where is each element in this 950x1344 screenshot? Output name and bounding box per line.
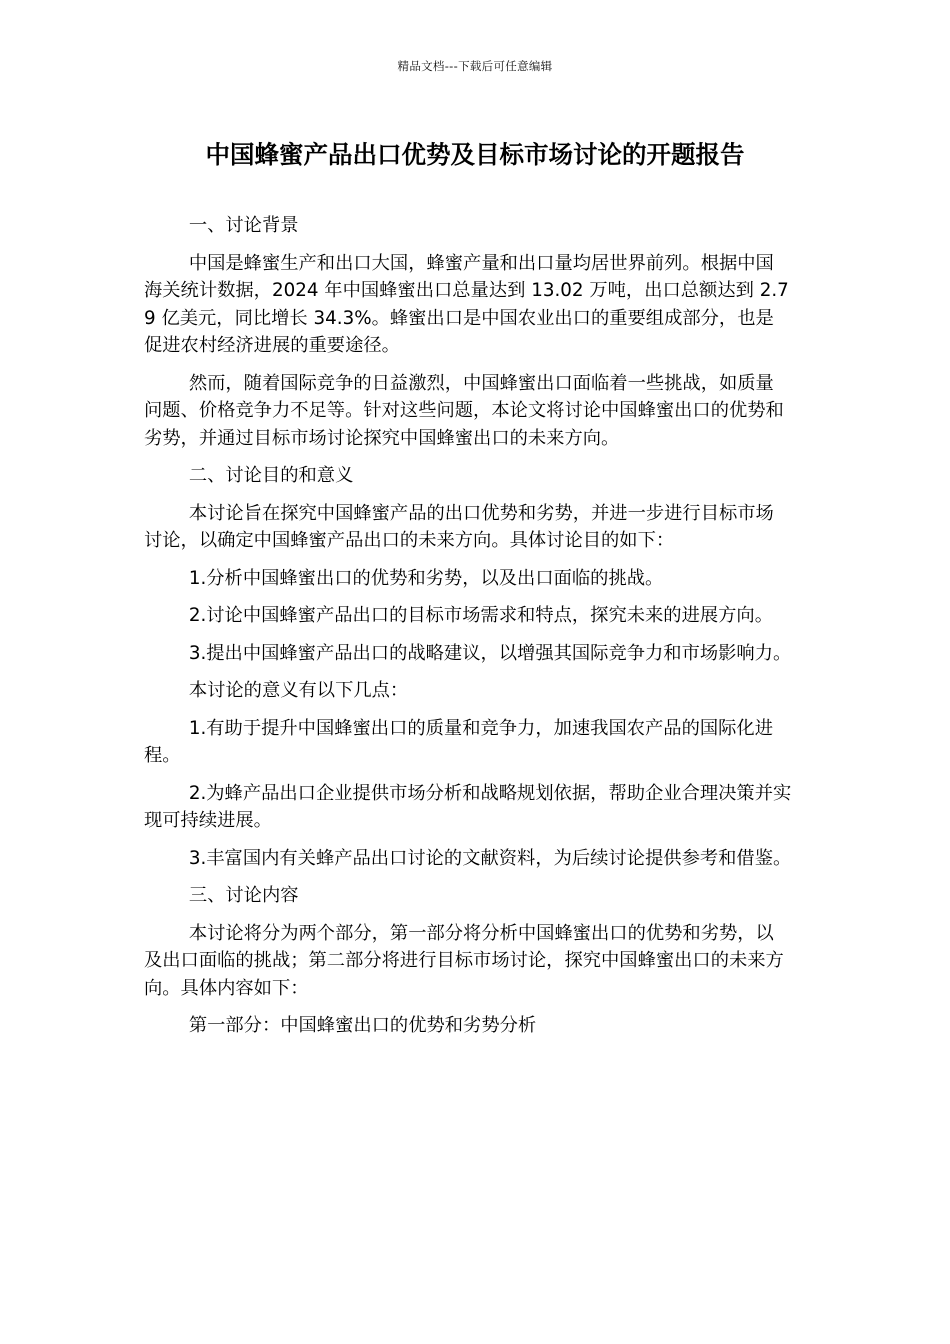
subsection-heading-part-one: 第一部分：中国蜂蜜出口的优势和劣势分析 <box>188 1015 537 1036</box>
section-heading-content: 三、讨论内容 <box>188 885 299 906</box>
list-item-purpose-1: 1.分析中国蜂蜜出口的优势和劣势，以及出口面临的挑战。 <box>188 567 664 589</box>
list-item-purpose-2: 2.讨论中国蜂蜜产品出口的目标市场需求和特点，探究未来的进展方向。 <box>188 605 773 626</box>
paragraph-background-1: 中国是蜂蜜生产和出口大国，蜂蜜产量和出口量均居世界前列。根据中国海关统计数据，2024 年中国蜂蜜出口总量达到 13.02 万吨，出口总额达到 2.79 亿美元，同比增长 34.3%。蜂蜜出口是中国农业出口的重要组成部分，也是促进农村经济进展的重要途径。 <box>144 252 789 356</box>
list-item-significance-3: 3.丰富国内有关蜂产品出口讨论的文献资料，为后续讨论提供参考和借鉴。 <box>188 847 792 869</box>
paragraph-significance-intro: 本讨论的意义有以下几点： <box>188 680 409 701</box>
list-item-significance-2: 2.为蜂产品出口企业提供市场分析和战略规划依据，帮助企业合理决策并实现可持续进展。 <box>144 782 792 831</box>
document-body <box>144 212 792 1050</box>
paragraph-background-2: 然而，随着国际竞争的日益激烈，中国蜂蜜出口面临着一些挑战，如质量问题、价格竞争力不足等。针对这些问题，本论文将讨论中国蜂蜜出口的优势和劣势，并通过目标市场讨论探究中国蜂蜜出口的未来方向。 <box>144 372 784 449</box>
section-heading-background: 一、讨论背景 <box>188 215 299 236</box>
list-item-significance-1: 1.有助于提升中国蜂蜜出口的质量和竞争力，加速我国农产品的国际化进程。 <box>144 717 773 766</box>
paragraph-content-intro: 本讨论将分为两个部分，第一部分将分析中国蜂蜜出口的优势和劣势，以及出口面临的挑战；第二部分将进行目标市场讨论，探究中国蜂蜜出口的未来方向。具体内容如下： <box>144 922 784 999</box>
paragraph-purpose-intro: 本讨论旨在探究中国蜂蜜产品的出口优势和劣势，并进一步进行目标市场讨论，以确定中国蜂蜜产品出口的未来方向。具体讨论目的如下： <box>144 502 774 551</box>
section-heading-purpose: 二、讨论目的和意义 <box>188 465 354 486</box>
header-note: 精品文档---下载后可任意编辑 <box>397 59 553 73</box>
document-title: 中国蜂蜜产品出口优势及目标市场讨论的开题报告 <box>205 140 745 169</box>
list-item-purpose-3: 3.提出中国蜂蜜产品出口的战略建议，以增强其国际竞争力和市场影响力。 <box>188 642 792 664</box>
